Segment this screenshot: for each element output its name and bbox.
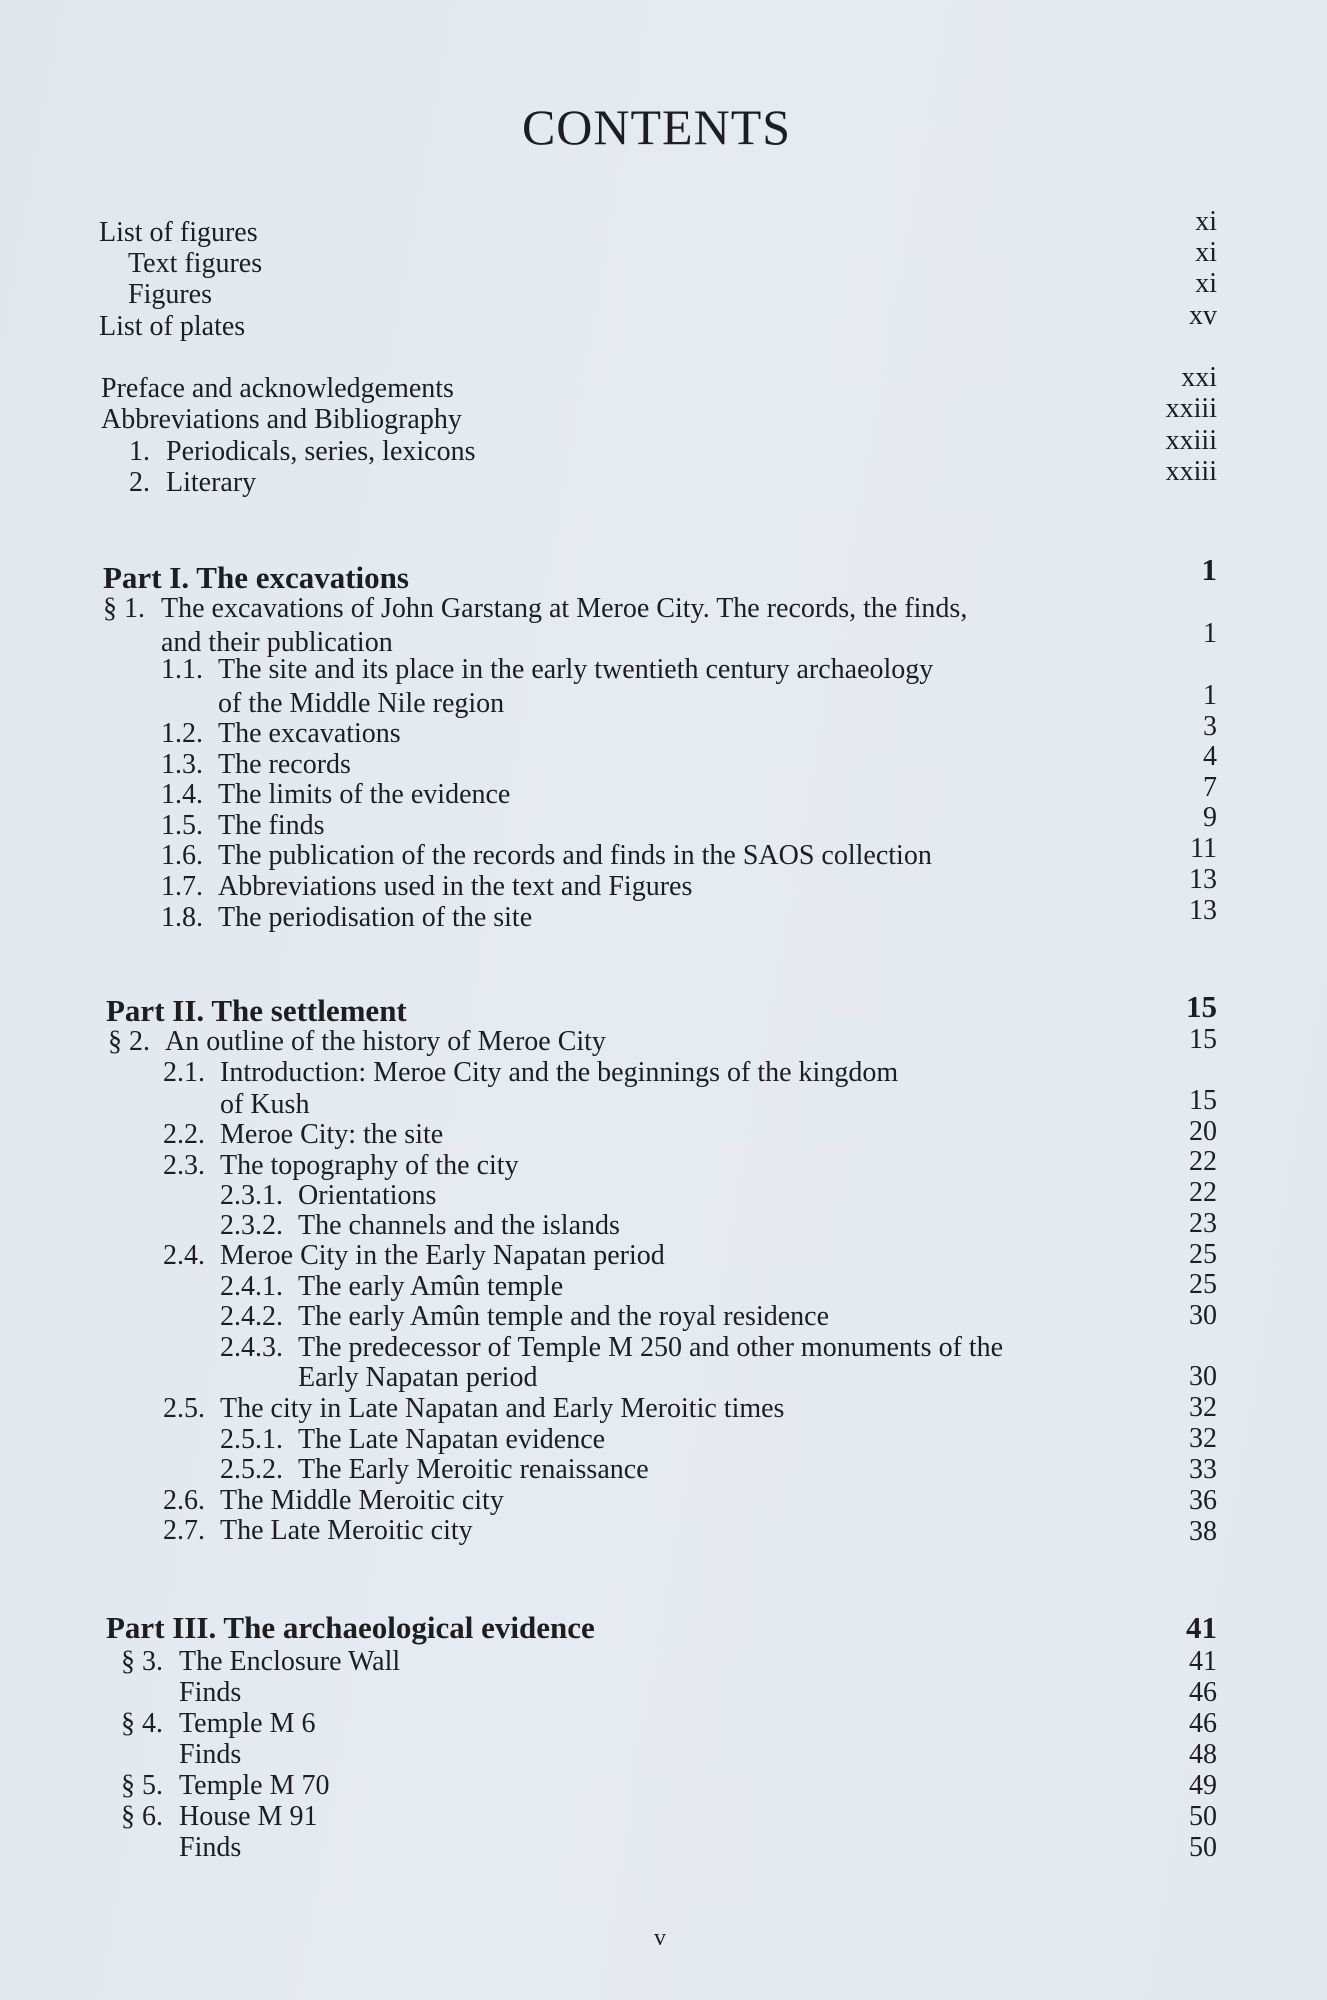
entry-number: 2.2. [163, 1119, 205, 1150]
entry-number: 2.6. [163, 1485, 205, 1516]
toc-page-number: 7 [1203, 772, 1217, 803]
toc-page-number: 25 [1189, 1239, 1217, 1270]
toc-entry: 1.5. The finds [161, 810, 325, 841]
toc-page-number: 48 [1189, 1739, 1217, 1770]
entry-number: § 6. [121, 1801, 163, 1832]
toc-page-number: 1 [1203, 680, 1217, 711]
toc-page-number: xxiii [1165, 456, 1217, 487]
entry-number: 1.5. [161, 810, 203, 841]
entry-number: 2.3. [163, 1150, 205, 1181]
part-heading: Part I. The excavations [103, 560, 409, 595]
toc-entry: 2.3. The topography of the city [163, 1150, 519, 1181]
toc-entry: Finds [179, 1739, 242, 1770]
entry-number: 2.5.1. [220, 1424, 283, 1455]
toc-entry: § 4. Temple M 6 [121, 1708, 316, 1739]
entry-number: 1.4. [161, 779, 203, 810]
toc-page-number: 9 [1203, 802, 1217, 833]
part-heading: Part III. The archaeological evidence [106, 1610, 595, 1645]
toc-entry: 2.5. The city in Late Napatan and Early Meroitic times [163, 1393, 785, 1424]
toc-page-number: 22 [1189, 1177, 1217, 1208]
entry-number: 2.7. [163, 1515, 205, 1546]
part-heading: Part II. The settlement [106, 993, 407, 1028]
entry-number: 2.4.3. [220, 1332, 283, 1363]
toc-page-number: xi [1195, 237, 1217, 268]
page-folio: v [654, 1925, 666, 1951]
toc-page-number: 41 [1186, 1610, 1217, 1645]
toc-page-number: 38 [1189, 1516, 1217, 1547]
toc-entry: § 2. An outline of the history of Meroe City [108, 1026, 606, 1057]
toc-entry: and their publication [161, 627, 393, 658]
toc-entry: of Kush [220, 1089, 310, 1120]
toc-entry: 1.2. The excavations [161, 718, 401, 749]
entry-number: 2.3.2. [220, 1210, 283, 1241]
toc-page-number: 22 [1189, 1146, 1217, 1177]
toc-entry: 2.4. Meroe City in the Early Napatan period [163, 1240, 665, 1271]
toc-page-number: 11 [1190, 833, 1217, 864]
toc-page-number: xv [1189, 300, 1217, 331]
toc-page-number: 15 [1189, 1085, 1217, 1116]
page-title: CONTENTS [521, 99, 792, 155]
toc-page-number: 25 [1189, 1269, 1217, 1300]
entry-number: 2.1. [163, 1057, 205, 1088]
toc-entry: 1.3. The records [161, 749, 351, 780]
entry-number: 1.6. [161, 840, 203, 871]
toc-page-number: 13 [1189, 895, 1217, 926]
toc-entry: Early Napatan period [298, 1362, 538, 1393]
toc-entry: 1.7. Abbreviations used in the text and Figures [161, 871, 693, 902]
toc-page-number: 30 [1189, 1361, 1217, 1392]
entry-number: 1.1. [161, 654, 203, 685]
toc-entry: § 1. The excavations of John Garstang at Meroe City. The records, the finds, [103, 593, 968, 624]
toc-page-number: 15 [1186, 989, 1217, 1024]
toc-entry: Figures [128, 279, 212, 310]
toc-entry: § 6. House M 91 [121, 1801, 318, 1832]
toc-entry: of the Middle Nile region [218, 688, 505, 719]
toc-entry: 2.4.3. The predecessor of Temple M 250 and other monuments of the [220, 1332, 1004, 1363]
toc-page-number: 15 [1189, 1024, 1217, 1055]
entry-number: 2.4. [163, 1240, 205, 1271]
toc-entry: 2.1. Introduction: Meroe City and the beginnings of the kingdom [163, 1057, 899, 1088]
entry-number: § 2. [108, 1026, 150, 1057]
entry-number: 2.3.1. [220, 1180, 283, 1211]
toc-entry: 2.7. The Late Meroitic city [163, 1515, 473, 1546]
toc-entry: 2.3.2. The channels and the islands [220, 1210, 620, 1241]
toc-page-number: 30 [1189, 1300, 1217, 1331]
toc-page-number: 32 [1189, 1423, 1217, 1454]
toc-entry: § 3. The Enclosure Wall [121, 1646, 401, 1677]
toc-entry: 1. Periodicals, series, lexicons [129, 436, 476, 467]
toc-page-number: 20 [1189, 1116, 1217, 1147]
toc-page-number: 1 [1201, 552, 1217, 587]
toc-page-number: 4 [1203, 741, 1217, 772]
toc-page-number: 46 [1189, 1677, 1217, 1708]
entry-number: 1.3. [161, 749, 203, 780]
toc-entry: 1.8. The periodisation of the site [161, 902, 533, 933]
entry-number: 1.2. [161, 718, 203, 749]
entry-number: 2.5. [163, 1393, 205, 1424]
toc-entry: 2. Literary [129, 467, 257, 498]
toc-entry: Text figures [128, 248, 263, 279]
entry-number: § 1. [103, 593, 145, 624]
toc-page-number: 36 [1189, 1485, 1217, 1516]
toc-page-number: 32 [1189, 1392, 1217, 1423]
toc-entry: 2.5.1. The Late Napatan evidence [220, 1424, 606, 1455]
entry-number: § 5. [121, 1770, 163, 1801]
toc-entry: 2.4.2. The early Amûn temple and the royal residence [220, 1301, 830, 1332]
toc-entry: 2.4.1. The early Amûn temple [220, 1271, 564, 1302]
toc-entry: Finds [179, 1832, 242, 1863]
entry-number: 2.4.2. [220, 1301, 283, 1332]
toc-page-number: xxiii [1165, 425, 1217, 456]
toc-entry: 2.5.2. The Early Meroitic renaissance [220, 1454, 649, 1485]
toc-page-number: xi [1195, 206, 1217, 237]
toc-page-number: xxiii [1165, 393, 1217, 424]
toc-entry: 1.1. The site and its place in the early twentieth century archaeology [161, 654, 934, 685]
toc-page-number: xxi [1181, 362, 1217, 393]
toc-page-number: 49 [1189, 1770, 1217, 1801]
toc-entry: Abbreviations and Bibliography [101, 404, 462, 435]
toc-page-number: 50 [1189, 1832, 1217, 1863]
entry-number: 1. [129, 436, 150, 467]
toc-entry: 2.2. Meroe City: the site [163, 1119, 444, 1150]
toc-page-number: 3 [1203, 711, 1217, 742]
toc-entry: Finds [179, 1677, 242, 1708]
entry-number: 1.7. [161, 871, 203, 902]
toc-page-number: 13 [1189, 864, 1217, 895]
toc-page-number: 1 [1203, 618, 1217, 649]
toc-entry: 2.6. The Middle Meroitic city [163, 1485, 504, 1516]
entry-number: § 4. [121, 1708, 163, 1739]
toc-entry: 1.4. The limits of the evidence [161, 779, 511, 810]
toc-page-number: xi [1195, 268, 1217, 299]
toc-entry: List of figures [99, 217, 258, 248]
toc-entry: List of plates [99, 311, 246, 342]
entry-number: 1.8. [161, 902, 203, 933]
toc-entry: 1.6. The publication of the records and finds in the SAOS collection [161, 840, 932, 871]
entry-number: § 3. [121, 1646, 163, 1677]
toc-page-number: 33 [1189, 1454, 1217, 1485]
toc-page-number: 50 [1189, 1801, 1217, 1832]
toc-page-number: 46 [1189, 1708, 1217, 1739]
toc-entry: § 5. Temple M 70 [121, 1770, 330, 1801]
entry-number: 2.4.1. [220, 1271, 283, 1302]
entry-number: 2.5.2. [220, 1454, 283, 1485]
toc-entry: Preface and acknowledgements [101, 373, 454, 404]
entry-number: 2. [129, 467, 150, 498]
toc-entry: 2.3.1. Orientations [220, 1180, 437, 1211]
toc-page-number: 23 [1189, 1208, 1217, 1239]
toc-page-number: 41 [1189, 1646, 1217, 1677]
